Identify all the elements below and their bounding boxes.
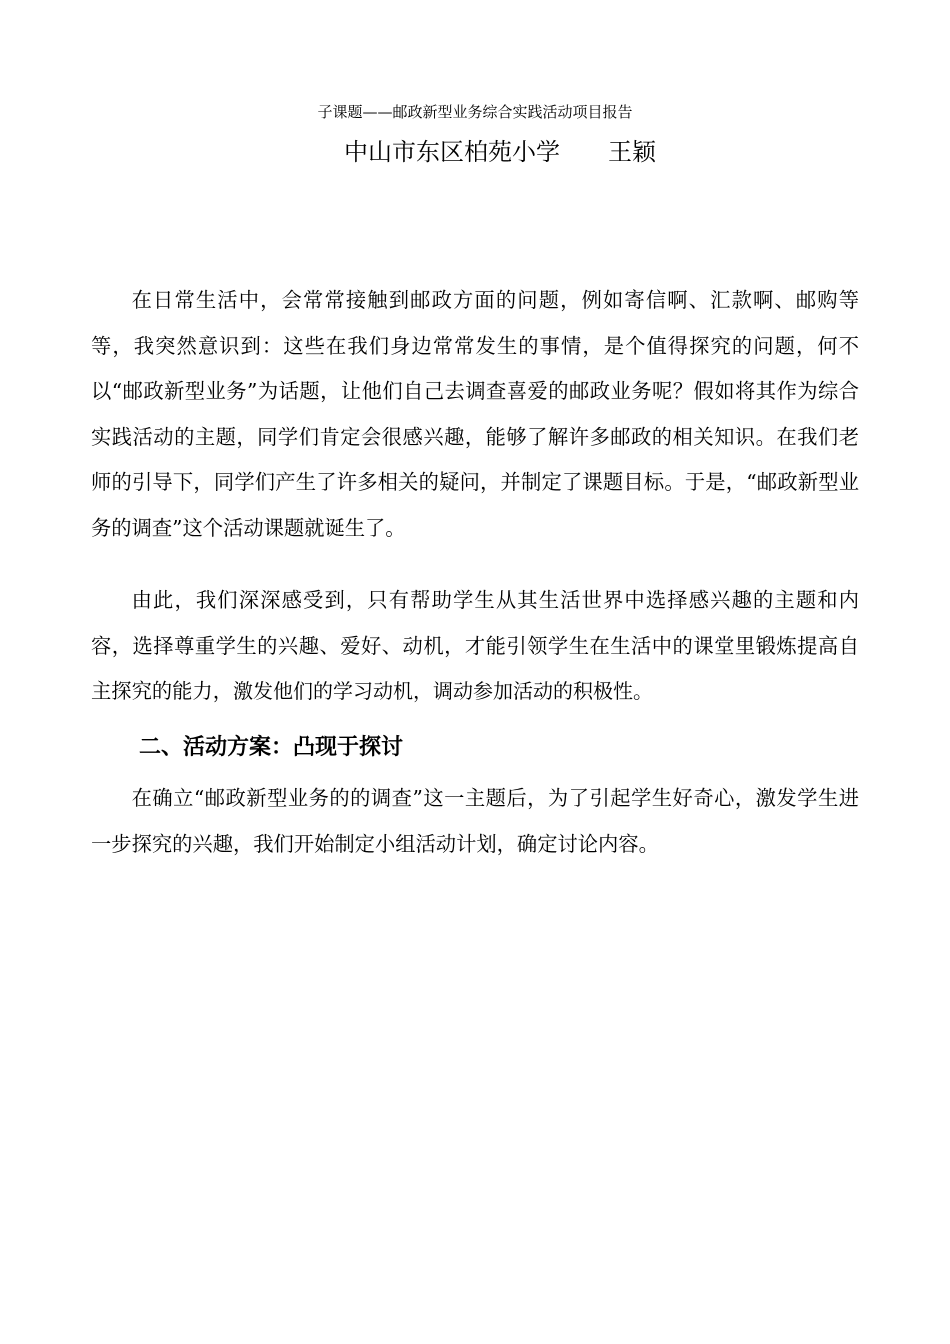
section-heading-activity-plan: 二、活动方案：凸现于探讨 [139, 735, 404, 760]
report-subtitle: 子课题——邮政新型业务综合实践活动项目报告 [317, 103, 633, 121]
paragraph-intro-text: 在日常生活中，会常常接触到邮政方面的问题，例如寄信啊、汇款啊、邮购等等，我突然意识到：这些在我们身边常常发生的事情，是个值得探究的问题，何不以“邮政新型业务”为话题，让他们自己去调查喜爱的邮政业务呢？假如将其作为综合实践活动的主题，同学们肯定会很感兴趣，能够了解许多邮政的相关知识。在我们老师的引导下，同学们产生了许多相关的疑问，并制定了课题目标。于是，“邮政新型业务的调查”这个活动课题就诞生了。 [91, 288, 859, 540]
paragraph-plan [91, 776, 859, 867]
paragraph-reflection-emphasis: 激发他们的学习动机，调动参加活动的积极性。 [232, 679, 653, 703]
paragraph-reflection [91, 578, 859, 715]
author-byline: 中山市东区柏苑小学 王颖 [344, 138, 656, 166]
paragraph-intro [91, 278, 859, 551]
paragraph-plan-text: 在确立“邮政新型业务的的调查”这一主题后，为了引起学生好奇心，激发学生进一步探究的兴趣，我们开始制定小组活动计划，确定讨论内容。 [91, 786, 859, 856]
paragraph-reflection-main: 由此，我们深深感受到，只有帮助学生从其生活世界中选择感兴趣的主题和内容，选择尊重学生的兴趣、爱好、动机，才能引领学生在生活中的课堂里锻炼提高自主探究的能力， [91, 588, 859, 703]
paragraph-reflection-text [91, 578, 859, 715]
